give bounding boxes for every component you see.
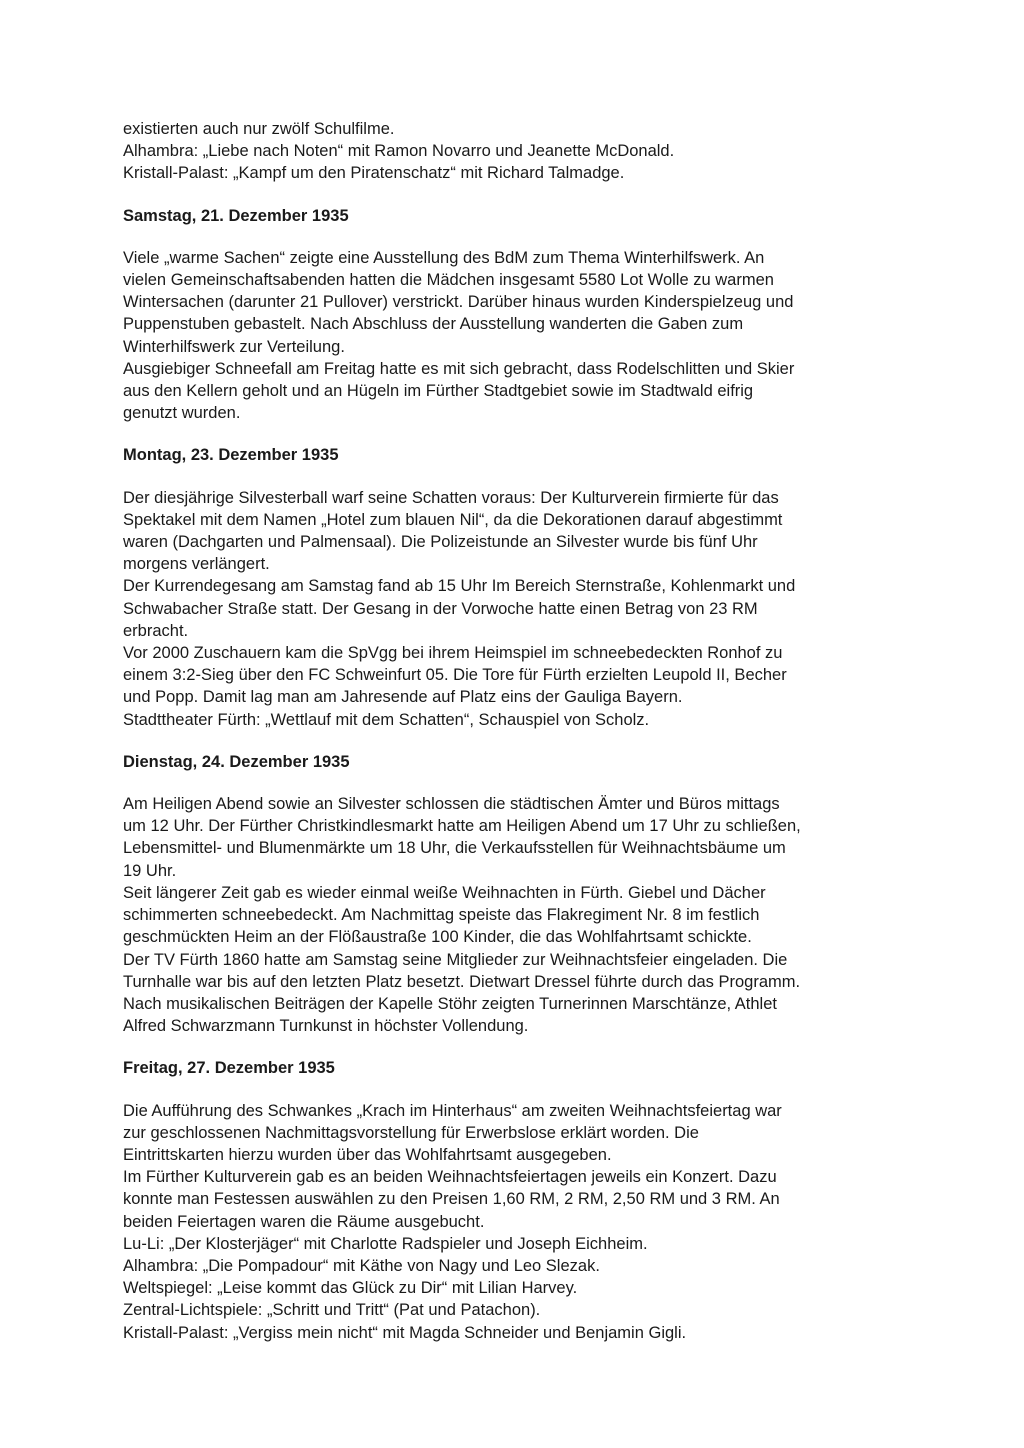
- text-line: erbracht.: [123, 621, 189, 640]
- text-line: Nach musikalischen Beiträgen der Kapelle Stöhr zeigten Turnerinnen Marschtänze, Athlet: [123, 994, 777, 1013]
- text-line: Spektakel mit dem Namen „Hotel zum blauen Nil“, da die Dekorationen darauf abgestimmt: [123, 510, 783, 529]
- text-line: Turnhalle war bis auf den letzten Platz besetzt. Dietwart Dressel führte durch das Programm.: [123, 972, 801, 991]
- text-line: Weltspiegel: „Leise kommt das Glück zu Dir“ mit Lilian Harvey.: [123, 1279, 578, 1298]
- text-line: und Popp. Damit lag man am Jahresende auf Platz eins der Gauliga Bayern.: [123, 688, 683, 707]
- text-line: Im Fürther Kulturverein gab es an beiden Weihnachtsfeiertagen jeweils ein Konzert. Dazu: [123, 1168, 777, 1187]
- text-line: Die Aufführung des Schwankes „Krach im Hinterhaus“ am zweiten Weihnachtsfeiertag war: [123, 1101, 782, 1120]
- text-line: Vor 2000 Zuschauern kam die SpVgg bei ihrem Heimspiel im schneebedeckten Ronhof zu: [123, 644, 783, 663]
- text-line: Eintrittskarten hierzu wurden über das Wohlfahrtsamt ausgegeben.: [123, 1145, 612, 1164]
- section-heading: Samstag, 21. Dezember 1935: [123, 206, 349, 225]
- section-heading: Montag, 23. Dezember 1935: [123, 446, 339, 465]
- paragraph: [123, 247, 913, 425]
- text-line: Schwabacher Straße statt. Der Gesang in der Vorwoche hatte einen Betrag von 23 RM: [123, 599, 758, 618]
- text-line: Stadttheater Fürth: „Wettlauf mit dem Schatten“, Schauspiel von Scholz.: [123, 710, 650, 729]
- text-line: Alhambra: „Die Pompadour“ mit Käthe von Nagy und Leo Slezak.: [123, 1256, 600, 1275]
- text-line: beiden Feiertagen waren die Räume ausgebucht.: [123, 1212, 485, 1231]
- text-line: um 12 Uhr. Der Fürther Christkindlesmarkt hatte am Heiligen Abend um 17 Uhr zu schließen,: [123, 817, 801, 836]
- paragraph: [123, 793, 913, 1037]
- text-line: Winterhilfswerk zur Verteilung.: [123, 337, 345, 356]
- text-line: genutzt wurden.: [123, 404, 241, 423]
- text-line: 19 Uhr.: [123, 861, 177, 880]
- text-line: Alfred Schwarzmann Turnkunst in höchster Vollendung.: [123, 1017, 529, 1036]
- text-line: vielen Gemeinschaftsabenden hatten die Mädchen insgesamt 5580 Lot Wolle zu warmen: [123, 271, 774, 290]
- text-line: Zentral-Lichtspiele: „Schritt und Tritt“ (Pat und Patachon).: [123, 1301, 541, 1320]
- text-line: Der Kurrendegesang am Samstag fand ab 15 Uhr Im Bereich Sternstraße, Kohlenmarkt und: [123, 577, 796, 596]
- text-line: Lu-Li: „Der Klosterjäger“ mit Charlotte Radspieler und Joseph Eichheim.: [123, 1234, 648, 1253]
- text-line: Der diesjährige Silvesterball warf seine Schatten voraus: Der Kulturverein firmierte für das: [123, 488, 779, 507]
- text-line: geschmückten Heim an der Flößaustraße 100 Kinder, die das Wohlfahrtsamt schickte.: [123, 928, 752, 947]
- paragraph: [123, 487, 913, 731]
- paragraph: [123, 118, 913, 185]
- text-line: Viele „warme Sachen“ zeigte eine Ausstellung des BdM zum Thema Winterhilfswerk. An: [123, 248, 765, 267]
- text-line: zur geschlossenen Nachmittagsvorstellung für Erwerbslose erklärt worden. Die: [123, 1123, 699, 1142]
- text-line: einem 3:2-Sieg über den FC Schweinfurt 05. Die Tore für Fürth erzielten Leupold II, Becher: [123, 666, 787, 685]
- text-line: Wintersachen (darunter 21 Pullover) verstrickt. Darüber hinaus wurden Kinderspielzeug und: [123, 293, 794, 312]
- text-line: Kristall-Palast: „Vergiss mein nicht“ mit Magda Schneider und Benjamin Gigli.: [123, 1323, 687, 1342]
- text-line: waren (Dachgarten und Palmensaal). Die Polizeistunde an Silvester wurde bis fünf Uhr: [123, 533, 758, 552]
- text-line: Kristall-Palast: „Kampf um den Piratenschatz“ mit Richard Talmadge.: [123, 164, 625, 183]
- text-line: Lebensmittel- und Blumenmärkte um 18 Uhr, die Verkaufsstellen für Weihnachtsbäume um: [123, 839, 786, 858]
- paragraph: [123, 1100, 913, 1344]
- text-line: schimmerten schneebedeckt. Am Nachmittag speiste das Flakregiment Nr. 8 im festlich: [123, 906, 760, 925]
- text-line: Puppenstuben gebastelt. Nach Abschluss der Ausstellung wanderten die Gaben zum: [123, 315, 744, 334]
- text-line: Ausgiebiger Schneefall am Freitag hatte es mit sich gebracht, dass Rodelschlitten und Skier: [123, 359, 795, 378]
- text-line: Am Heiligen Abend sowie an Silvester schlossen die städtischen Ämter und Büros mittags: [123, 795, 780, 814]
- text-line: Seit längerer Zeit gab es wieder einmal weiße Weihnachten in Fürth. Giebel und Dächer: [123, 883, 766, 902]
- text-line: morgens verlängert.: [123, 555, 270, 574]
- text-line: aus den Kellern geholt und an Hügeln im Fürther Stadtgebiet sowie im Stadtwald eifrig: [123, 382, 754, 401]
- section-heading: Freitag, 27. Dezember 1935: [123, 1059, 335, 1078]
- section-heading: Dienstag, 24. Dezember 1935: [123, 752, 350, 771]
- text-line: existierten auch nur zwölf Schulfilme.: [123, 120, 395, 138]
- document-body: [123, 118, 913, 1344]
- text-line: Der TV Fürth 1860 hatte am Samstag seine Mitglieder zur Weihnachtsfeier eingeladen. Die: [123, 950, 788, 969]
- text-line: konnte man Festessen auswählen zu den Preisen 1,60 RM, 2 RM, 2,50 RM und 3 RM. An: [123, 1190, 780, 1209]
- text-line: Alhambra: „Liebe nach Noten“ mit Ramon Novarro und Jeanette McDonald.: [123, 142, 675, 161]
